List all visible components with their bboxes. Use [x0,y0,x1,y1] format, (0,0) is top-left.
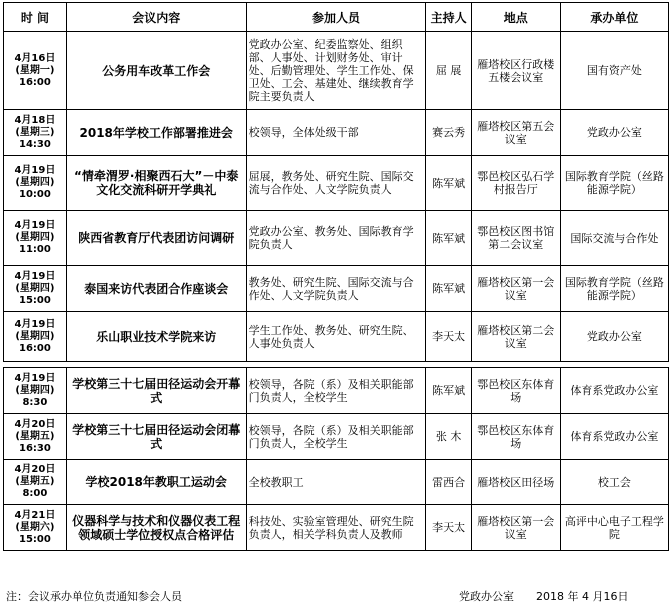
attendees-cell: 科技处、实验室管理处、研究生院负责人，相关学科负责人及教师 [246,505,426,551]
time-cell [4,110,67,156]
row-time: 16:30 [18,442,51,454]
host-cell: 李天太 [426,312,471,362]
place-cell: 雁塔校区行政楼五楼会议室 [471,32,560,110]
topic-cell: 公务用车改革工作会 [66,32,246,110]
attendees-cell: 学生工作处、教务处、研究生院、人事处负责人 [246,312,426,362]
row-time: 15:00 [18,294,51,306]
attendees-cell: 校领导，各院（系）及相关职能部门负责人，全校学生 [246,414,426,460]
attendees-cell: 党政办公室、教务处、国际教育学院负责人 [246,211,426,266]
row-weekday: (星期四) [15,330,55,342]
time-cell [4,414,67,460]
row-date: 4月16日 [14,52,56,64]
row-date: 4月19日 [14,372,56,384]
footer-office: 党政办公室 [459,590,514,603]
row-date: 4月21日 [14,509,56,521]
row-time: 8:30 [22,396,48,408]
place-cell: 鄠邑校区东体育场 [471,368,560,414]
table-row [4,312,669,362]
header-topic: 会议内容 [66,3,246,32]
table-row [4,211,669,266]
meeting-schedule-table [3,2,669,551]
place-cell: 雁塔校区第五会议室 [471,110,560,156]
host-cell: 陈军斌 [426,266,471,312]
header-row [4,3,669,32]
table-row [4,156,669,211]
attendees-cell: 校领导，各院（系）及相关职能部门负责人，全校学生 [246,368,426,414]
time-cell [4,156,67,211]
host-cell: 陈军斌 [426,156,471,211]
topic-cell: “情牵渭罗·相聚西石大”－中泰文化交流科研开学典礼 [66,156,246,211]
time-cell [4,312,67,362]
row-weekday: (星期四) [15,282,55,294]
time-cell [4,32,67,110]
attendees-cell: 校领导，全体处级干部 [246,110,426,156]
header-place: 地点 [471,3,560,32]
attendees-cell: 屈展，教务处、研究生院、国际交流与合作处、人文学院负责人 [246,156,426,211]
row-date: 4月19日 [14,220,56,231]
host-cell: 雷西合 [426,460,471,505]
place-cell: 雁塔校区第一会议室 [471,505,560,551]
row-weekday: (星期五) [15,430,55,442]
host-cell: 陈军斌 [426,211,471,266]
organizer-cell: 高评中心电子工程学院 [560,505,668,551]
footer-date: 2018 年 4 月16日 [536,590,629,603]
topic-cell: 学校第三十七届田径运动会闭幕式 [66,414,246,460]
place-cell: 鄠邑校区东体育场 [471,414,560,460]
place-cell: 鄠邑校区弘石学村报告厅 [471,156,560,211]
attendees-cell: 教务处、研究生院、国际交流与合作处、人文学院负责人 [246,266,426,312]
host-cell: 张 木 [426,414,471,460]
row-time: 16:00 [18,76,51,88]
organizer-cell: 国有资产处 [560,32,668,110]
organizer-cell: 国际教育学院（丝路能源学院） [560,156,668,211]
row-time: 8:00 [22,488,48,499]
row-date: 4月19日 [14,270,56,282]
host-cell: 屈 展 [426,32,471,110]
row-weekday: (星期四) [15,384,55,396]
place-cell: 雁塔校区第二会议室 [471,312,560,362]
organizer-cell: 国际交流与合作处 [560,211,668,266]
time-cell [4,211,67,266]
topic-cell: 陕西省教育厅代表团访问调研 [66,211,246,266]
host-cell: 赛云秀 [426,110,471,156]
header-host: 主持人 [426,3,471,32]
organizer-cell: 国际教育学院（丝路能源学院） [560,266,668,312]
header-attendees: 参加人员 [246,3,426,32]
attendees-cell: 党政办公室、纪委监察处、组织部、人事处、计划财务处、审计处、后勤管理处、学生工作处、保卫处、工会、基建处、继续教育学院主要负责人 [246,32,426,110]
table-row [4,368,669,414]
topic-cell: 乐山职业技术学院来访 [66,312,246,362]
row-weekday: (星期一) [15,64,55,76]
topic-cell: 学校第三十七届田径运动会开幕式 [66,368,246,414]
row-date: 4月20日 [14,418,56,430]
row-date: 4月20日 [14,464,56,475]
attendees-cell: 全校教职工 [246,460,426,505]
row-time: 15:00 [18,533,51,545]
host-cell: 李天太 [426,505,471,551]
organizer-cell: 党政办公室 [560,110,668,156]
row-time: 16:00 [18,342,51,354]
place-cell: 雁塔校区第一会议室 [471,266,560,312]
row-date: 4月18日 [14,114,56,126]
topic-cell: 2018年学校工作部署推进会 [66,110,246,156]
organizer-cell: 体育系党政办公室 [560,414,668,460]
place-cell: 雁塔校区田径场 [471,460,560,505]
table-row [4,414,669,460]
table-row [4,505,669,551]
table-row [4,110,669,156]
row-time: 10:00 [18,189,51,200]
row-weekday: (星期四) [15,232,55,243]
place-cell: 鄠邑校区图书馆第二会议室 [471,211,560,266]
row-weekday: (星期四) [15,177,55,188]
table-row [4,32,669,110]
footer-note: 注：会议承办单位负责通知参会人员 [6,590,182,603]
organizer-cell: 体育系党政办公室 [560,368,668,414]
row-weekday: (星期六) [15,521,55,533]
organizer-cell: 党政办公室 [560,312,668,362]
time-cell [4,460,67,505]
time-cell [4,368,67,414]
row-time: 14:30 [18,138,51,150]
topic-cell: 仪器科学与技术和仪器仪表工程领域硕士学位授权点合格评估 [66,505,246,551]
topic-cell: 学校2018年教职工运动会 [66,460,246,505]
row-date: 4月19日 [14,318,56,330]
row-time: 11:00 [18,244,51,255]
row-date: 4月19日 [14,165,56,176]
time-cell [4,505,67,551]
header-time: 时 间 [4,3,67,32]
row-weekday: (星期五) [15,476,55,487]
time-cell [4,266,67,312]
table-row [4,266,669,312]
topic-cell: 泰国来访代表团合作座谈会 [66,266,246,312]
row-weekday: (星期三) [15,126,55,138]
header-organizer: 承办单位 [560,3,668,32]
organizer-cell: 校工会 [560,460,668,505]
table-row [4,460,669,505]
host-cell: 陈军斌 [426,368,471,414]
